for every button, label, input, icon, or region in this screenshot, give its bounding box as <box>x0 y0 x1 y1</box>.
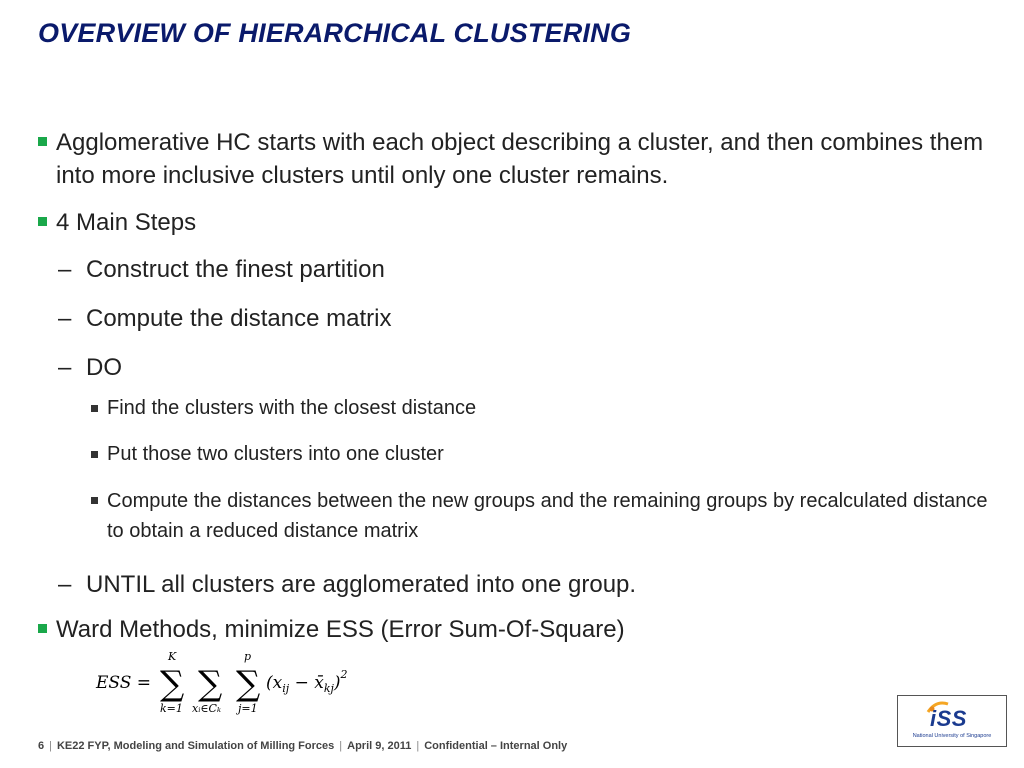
formula-sub-ij: ij <box>282 682 290 695</box>
black-square-bullet-icon <box>91 497 98 504</box>
sum3-sigma-icon: ∑ <box>236 664 261 704</box>
green-square-bullet-icon <box>38 217 47 226</box>
footer-project: KE22 FYP, Modeling and Simulation of Milling Forces <box>56 740 335 752</box>
bullet-text: Agglomerative HC starts with each object describing a cluster, and then combines them into more inclusive clusters until only one cluster remains. <box>56 129 984 189</box>
bullet-text: 4 Main Steps <box>56 209 197 236</box>
ess-formula-svg <box>94 648 384 720</box>
formula-exponent: 2 <box>340 668 348 681</box>
sum1-sigma-icon: ∑ <box>160 664 185 704</box>
black-square-bullet-icon <box>91 451 98 458</box>
logo-text: iSS <box>930 706 967 731</box>
step-text: UNTIL all clusters are agglomerated into one group. <box>86 571 637 598</box>
step-construct <box>38 253 998 286</box>
sum2-lower-limit: xᵢ∈Cₖ <box>192 702 221 715</box>
step-until <box>38 568 998 601</box>
dash-bullet: – <box>58 571 72 598</box>
page-number: 6 <box>38 740 45 752</box>
formula-minus-xbar: − x̄ <box>289 673 324 693</box>
step-text: Construct the finest partition <box>86 256 385 283</box>
formula-lhs: ESS = <box>96 673 152 693</box>
substep-merge <box>38 440 998 468</box>
formula-close: ) <box>333 673 341 693</box>
substep-find-closest <box>38 394 998 422</box>
formula-sub-kj: kj <box>323 682 334 695</box>
bullet-ward-methods <box>38 613 998 646</box>
bullet-agglomerative <box>38 126 998 192</box>
sum1-lower-limit: k=1 <box>160 702 183 715</box>
slide-footer <box>38 740 567 752</box>
sum3-upper-limit: p <box>244 650 252 663</box>
step-text: DO <box>86 354 122 381</box>
footer-separator: | <box>339 740 343 752</box>
svg-text:(xij − x̄kj)2 <box>266 668 348 695</box>
dash-bullet: – <box>58 305 72 332</box>
substep-text: Find the clusters with the closest distance <box>107 397 477 419</box>
footer-separator: | <box>49 740 52 752</box>
bullet-text: Ward Methods, minimize ESS (Error Sum-Of-Square) <box>56 616 625 643</box>
footer-separator: | <box>416 740 420 752</box>
step-compute-matrix <box>38 302 998 335</box>
black-square-bullet-icon <box>91 405 98 412</box>
iss-logo <box>897 695 1007 747</box>
slide-content <box>38 126 998 660</box>
substep-recompute <box>38 486 998 546</box>
sum2-sigma-icon: ∑ <box>198 664 223 704</box>
footer-confidentiality: Confidential – Internal Only <box>424 740 568 752</box>
dash-bullet: – <box>58 354 72 381</box>
ess-formula <box>94 648 384 720</box>
slide-title: OVERVIEW OF HIERARCHICAL CLUSTERING <box>38 18 632 48</box>
step-text: Compute the distance matrix <box>86 305 392 332</box>
footer-date: April 9, 2011 <box>347 740 412 752</box>
step-do <box>38 351 998 384</box>
green-square-bullet-icon <box>38 137 47 146</box>
formula-open: (x <box>266 673 283 693</box>
substep-text: Put those two clusters into one cluster <box>107 443 444 465</box>
dash-bullet: – <box>58 256 72 283</box>
logo-subtitle: National University of Singapore <box>912 733 992 739</box>
sum3-lower-limit: j=1 <box>238 702 258 715</box>
substep-text: Compute the distances between the new groups and the remaining groups by recalculated distance to obtain a reduced distance matrix <box>107 490 988 542</box>
green-square-bullet-icon <box>38 624 47 633</box>
bullet-main-steps <box>38 206 998 239</box>
sum1-upper-limit: K <box>168 650 177 663</box>
